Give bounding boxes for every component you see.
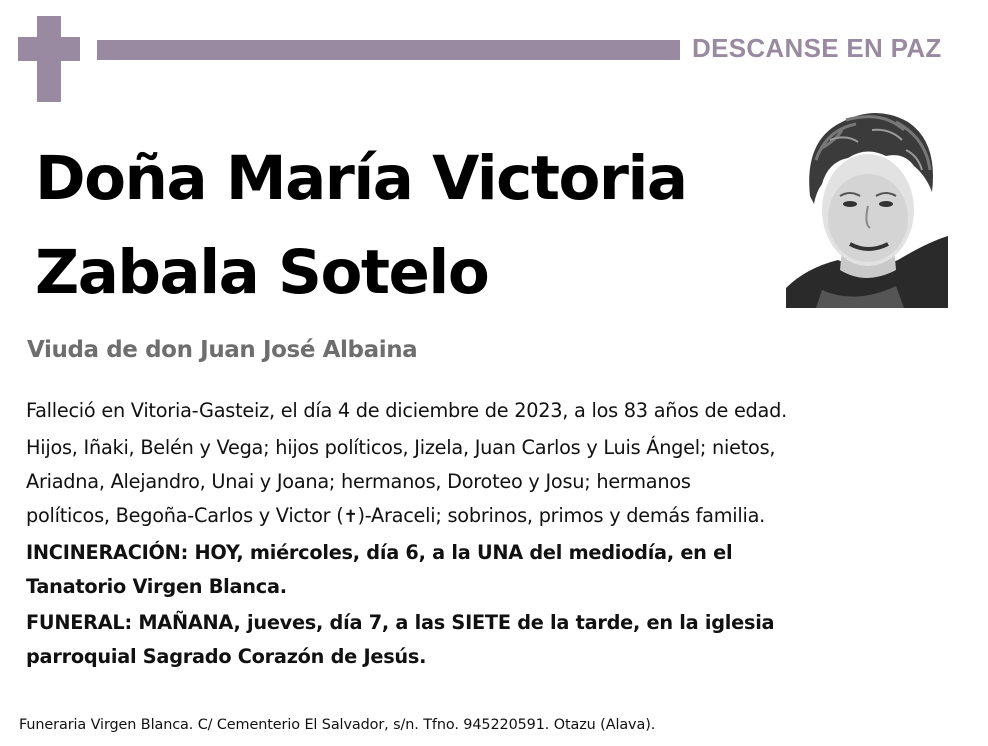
funeral-paragraph [26, 606, 966, 674]
rest-in-peace-label: DESCANSE EN PAZ [692, 33, 942, 63]
family-line-text: políticos, Begoña-Carlos y Victor ( [26, 504, 344, 527]
family-paragraph [26, 431, 966, 534]
funeral-line: FUNERAL: MAÑANA, jueves, día 7, a las SIETE de la tarde, en la iglesia [26, 611, 775, 634]
family-line [26, 499, 966, 534]
deceased-name [35, 132, 765, 320]
widow-of-line: Viuda de don Juan José Albaina [27, 337, 418, 363]
family-line: Ariadna, Alejandro, Unai y Joana; hermanos, Doroteo y Josu; hermanos [26, 470, 691, 493]
funeral-line: parroquial Sagrado Corazón de Jesús. [26, 645, 427, 668]
deceased-name-line2: Zabala Sotelo [35, 237, 489, 308]
cremation-line: Tanatorio Virgen Blanca. [26, 575, 287, 598]
deceased-cross-icon: ✝ [343, 507, 358, 527]
funeral-home-footer: Funeraria Virgen Blanca. C/ Cementerio El Salvador, s/n. Tfno. 945220591. Otazu (Alava). [19, 717, 656, 733]
cross-icon-horizontal [18, 37, 80, 61]
deceased-name-line1: Doña María Victoria [35, 143, 687, 214]
death-statement: Falleció en Vitoria-Gasteiz, el día 4 de diciembre de 2023, a los 83 años de edad. [26, 399, 787, 422]
family-line-text: )-Araceli; sobrinos, primos y demás familia. [357, 504, 766, 527]
family-line: Hijos, Iñaki, Belén y Vega; hijos políticos, Jizela, Juan Carlos y Luis Ángel; nietos, [26, 436, 776, 459]
cremation-paragraph [26, 536, 966, 604]
cremation-line: INCINERACIÓN: HOY, miércoles, día 6, a la UNA del mediodía, en el [26, 541, 733, 564]
notice-body [26, 394, 966, 676]
portrait-photo [786, 100, 948, 308]
header-rule [97, 40, 680, 60]
